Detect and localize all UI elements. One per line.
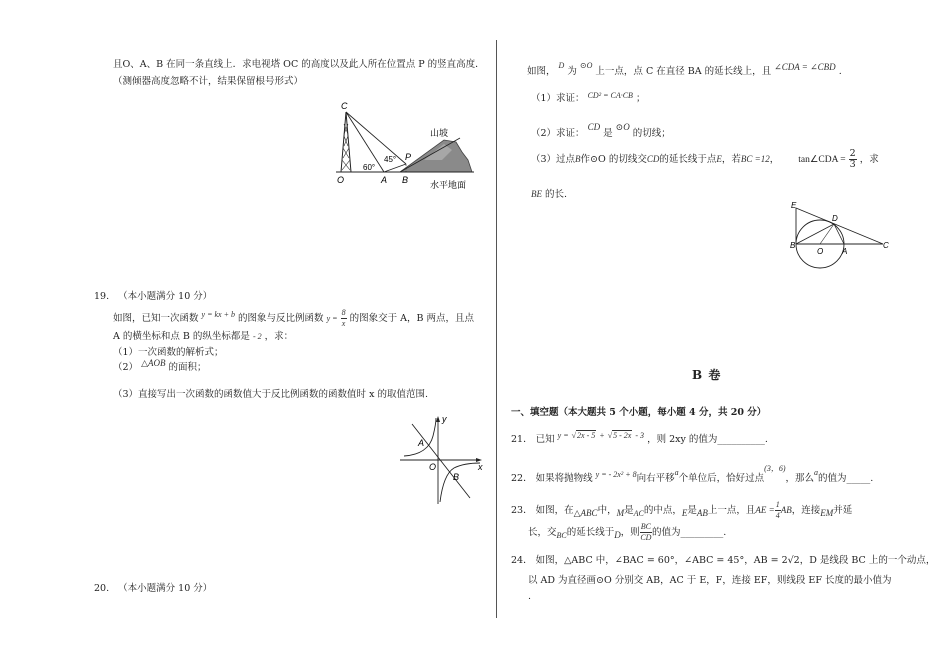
q19-line1: 如图，已知一次函数 $^{y = kx + b}$ 的图象与反比例函数 y = $\frac{8}{x}$ 的图象交于 A，B 两点，且点 bbox=[113, 308, 474, 328]
fill-blank-section-header: 一、填空题（本大题共 5 个小题，每小题 4 分，共 20 分） bbox=[511, 407, 767, 418]
q23-line2: 长，交$_{BC}$的延长线于D，则 $\frac{BC}{CD}$ 的值为_________. bbox=[528, 522, 727, 542]
hyperbola-left bbox=[404, 418, 436, 456]
ground-label: 水平地面 bbox=[430, 180, 467, 190]
line-OD bbox=[820, 224, 834, 244]
q19-sub1: （1）一次函数的解析式； bbox=[113, 347, 224, 358]
function-graph-figure bbox=[398, 414, 486, 506]
q23-fraction: $\frac{BC}{CD}$ bbox=[640, 522, 652, 542]
q19-linear-function: y = kx + b bbox=[201, 310, 235, 319]
q23-number: 23． bbox=[511, 505, 533, 516]
q18-continuation-line1: 且O、A、B 在同一条直线上．求电视塔 OC 的高度以及此人所在位置点 P 的竖直高度． bbox=[113, 59, 485, 70]
q21: 21． 已知 $^{y =}$ $^{√2x - 5}$ + $^{√5 - 2x}$ $^{- 3}$ ，则 2xy 的值为__________. bbox=[511, 431, 768, 445]
line-CP bbox=[346, 112, 406, 164]
qtop-be-line: BE 的长. bbox=[531, 189, 568, 200]
q19-line2: A 的横坐标和点 B 的纵坐标都是 - 2 ，求： bbox=[113, 331, 294, 342]
label-x: x bbox=[478, 462, 483, 472]
q19-sub2: （2） △AOB 的面积； bbox=[113, 358, 207, 373]
q20-score: （本小题满分 10 分） bbox=[118, 583, 213, 594]
q24-line3: . bbox=[528, 591, 532, 602]
q20-number: 20. bbox=[94, 583, 110, 594]
q19-sub3: （3）直接写出一次函数的函数值大于反比例函数的函数值时 x 的取值范围. bbox=[113, 389, 428, 400]
label-C: C bbox=[883, 241, 889, 250]
slope-label: 山坡 bbox=[430, 128, 449, 138]
q23-blank: _________ bbox=[680, 527, 724, 538]
q19-score: （本小题满分 10 分） bbox=[118, 291, 213, 302]
hyperbola-right bbox=[440, 463, 480, 502]
label-O: O bbox=[817, 247, 824, 256]
section-b-title: B 卷 bbox=[692, 368, 722, 382]
q24-number: 24． bbox=[511, 555, 533, 566]
column-divider bbox=[496, 40, 497, 618]
q19-inverse-fraction: $\frac{8}{x}$ bbox=[341, 308, 346, 328]
y-arrow bbox=[436, 416, 440, 422]
label-y: y bbox=[442, 414, 447, 424]
label-P: P bbox=[405, 152, 412, 162]
tower-right-leg bbox=[346, 112, 351, 172]
label-B: B bbox=[402, 175, 409, 185]
tower-slope-figure bbox=[332, 100, 482, 192]
label-E: E bbox=[791, 201, 797, 210]
q21-number: 21． bbox=[511, 434, 533, 445]
label-B: B bbox=[790, 241, 796, 250]
tower-left-leg bbox=[341, 112, 346, 172]
q22-number: 22． bbox=[511, 473, 533, 484]
q21-blank: __________ bbox=[717, 434, 765, 445]
q18-continuation-line2: （测倾器高度忽略不计，结果保留根号形式） bbox=[113, 76, 304, 87]
label-A: A bbox=[418, 438, 425, 448]
q22: 22． 如果将抛物线 $^{y = - 2x^2 + 8}$向右平移$^a$个单位后，恰好过点$^{(3,6)}$，那么$^a$的值为_____. bbox=[511, 464, 874, 484]
label-A: A bbox=[842, 247, 848, 256]
line-EC bbox=[796, 208, 883, 244]
q19-inverse-y: y = bbox=[326, 314, 338, 323]
angle-45: 45° bbox=[384, 155, 397, 164]
circle-tangent-figure bbox=[790, 200, 890, 272]
q24-line2: 以 AD 为直径画⊙O 分别交 AB，AC 于 E，F，连接 EF，则线段 EF 长度的最小值为 bbox=[528, 575, 892, 586]
label-D: D bbox=[832, 214, 838, 223]
qtop-sub1: （1）求证： $^{CD^2 = CA\cdot CB}$ ； bbox=[531, 91, 646, 104]
q19-number: 19. bbox=[94, 291, 110, 302]
tan-fraction: $\frac{2}{3}$ bbox=[849, 148, 856, 170]
label-B: B bbox=[453, 472, 460, 482]
line-BD bbox=[796, 224, 834, 244]
label-O: O bbox=[337, 175, 345, 185]
q24-line1: 24． 如图，△ABC 中，∠BAC = 60°，∠ABC = 45°，AB = 2√2，D 是线段 BC 上的一个动点， bbox=[511, 555, 936, 566]
qtop-line1: 如图， $^D$ 为 $^{⊙O}$ 上一点，点 C 在直径 BA 的延长线上，且 ∠CDA = ∠CBD . bbox=[527, 61, 842, 77]
q22-blank: _____ bbox=[846, 473, 871, 484]
angle-60: 60° bbox=[363, 163, 376, 172]
linear-line bbox=[412, 424, 470, 498]
q20-header bbox=[94, 580, 212, 594]
label-C: C bbox=[341, 101, 348, 111]
label-A: A bbox=[381, 175, 388, 185]
q19-header bbox=[94, 288, 212, 302]
qtop-sub3: （3）过点B作⊙O 的切线交CD的延长线于点E，若BC =12， tan∠CDA = $\frac{2}{3}$ ，求 bbox=[531, 148, 879, 170]
q23-line1: 23． 如图，在△ABC中，M是$_{AC}$的中点，E是AB上一点，且AE = $\frac{1}{4}$ AB，连接EM并延 bbox=[511, 500, 853, 520]
label-O: O bbox=[429, 462, 437, 472]
qtop-sub2: （2）求证： CD 是 ⊙O 的切线； bbox=[531, 122, 671, 139]
